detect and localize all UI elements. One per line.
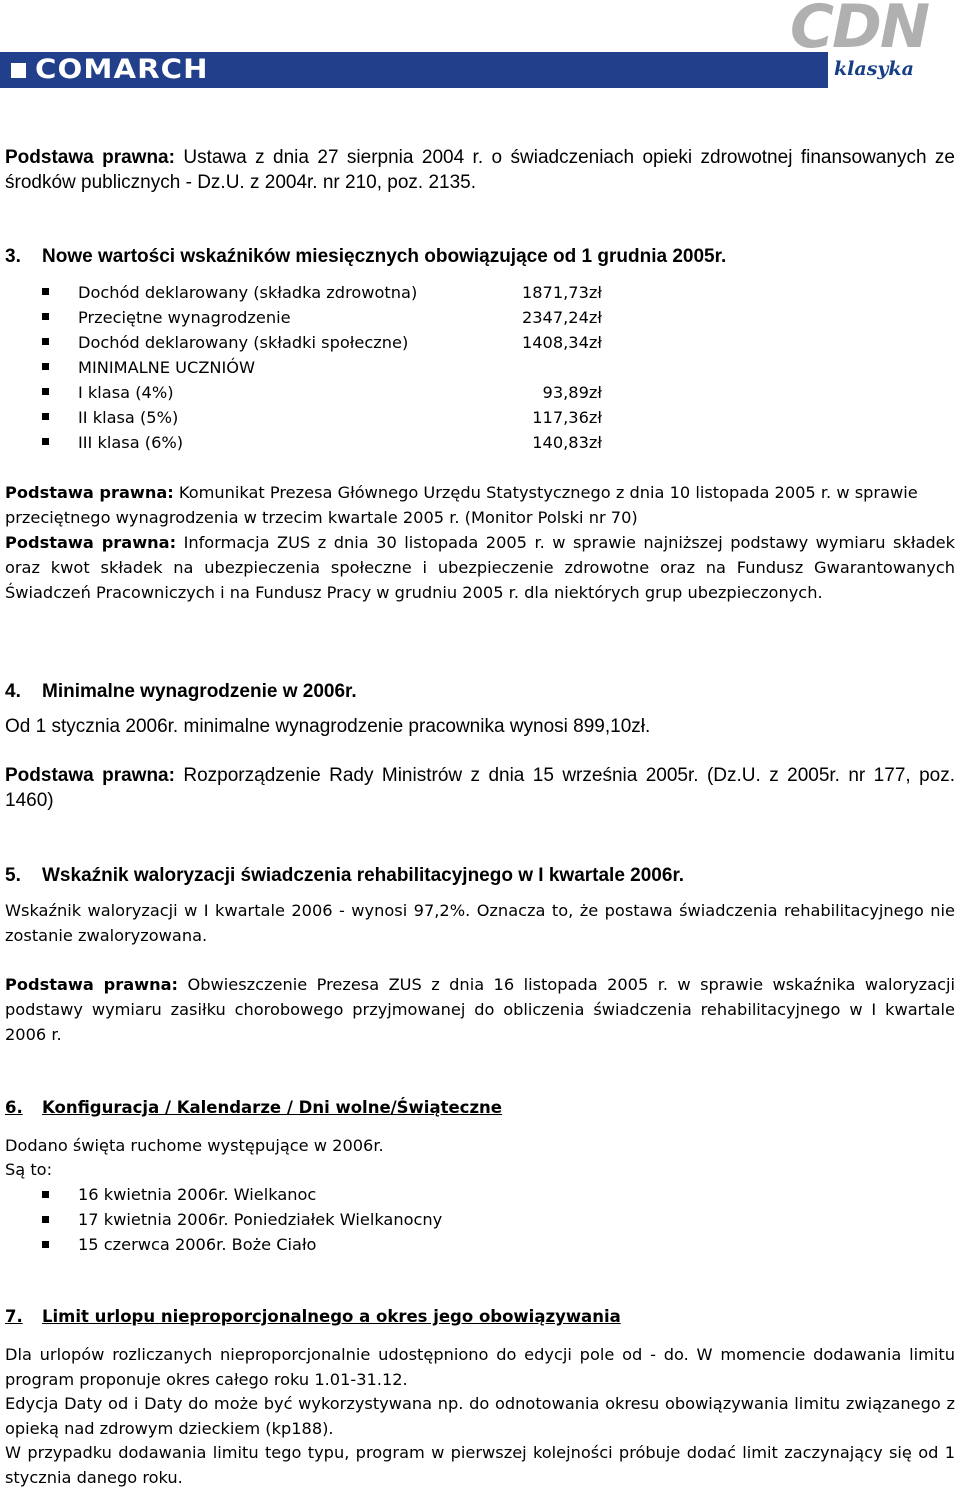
holiday-label: 16 kwietnia 2006r. Wielkanoc (78, 1185, 317, 1204)
item-value: 117,36zł (532, 408, 602, 427)
section7-paragraph1: Dla urlopów rozliczanych nieproporcjonalnie udostępniono do edycji pole od - do. W momencie dodawania limitu program proponuje okres całego roku 1.01-31.12. (5, 1345, 955, 1389)
holiday-label: 15 czerwca 2006r. Boże Ciało (78, 1235, 317, 1254)
intro-basis-text: Ustawa z dnia 27 sierpnia 2004 r. o świadczeniach opieki zdrowotnej finansowanych ze środków publicznych - Dz.U. z 2004r. nr 210, poz. 2135. (5, 147, 955, 193)
item-value: 140,83zł (532, 433, 602, 452)
bullet-icon (42, 288, 49, 295)
section4-title: Minimalne wynagrodzenie w 2006r. (42, 681, 357, 702)
section3-title: Nowe wartości wskaźników miesięcznych obowiązujące od 1 grudnia 2005r. (42, 246, 727, 267)
section4-basis (5, 763, 955, 813)
section6-number: 6. (5, 1098, 23, 1117)
section5-title: Wskaźnik waloryzacji świadczenia rehabilitacyjnego w I kwartale 2006r. (42, 865, 685, 886)
cdn-logo-text: CDN (790, 0, 929, 62)
section3-number: 3. (5, 246, 21, 267)
section7-paragraph3: W przypadku dodawania limitu tego typu, program w pierwszej kolejności próbuje dodać limit zaczynający się od 1 stycznia danego roku. (5, 1443, 955, 1487)
item-label: II klasa (5%) (78, 408, 179, 427)
basis-text: Obwieszczenie Prezesa ZUS z dnia 16 listopada 2005 r. w sprawie wskaźnika waloryzacji podstawy wymiaru zasiłku chorobowego przyjmowanej do obliczenia świadczenia rehabilitacyjnego w I kwartale 2006 r. (5, 975, 955, 1044)
item-value: 1408,34zł (521, 333, 602, 352)
section6-title: Konfiguracja / Kalendarze / Dni wolne/Świąteczne (42, 1098, 502, 1117)
holiday-label: 17 kwietnia 2006r. Poniedziałek Wielkanocny (78, 1210, 443, 1229)
section5-text: Wskaźnik waloryzacji w I kwartale 2006 - wynosi 97,2%. Oznacza to, że postawa świadczenia rehabilitacyjnego nie zostanie zwaloryzowana. (5, 901, 955, 945)
basis-label: Podstawa prawna: (5, 483, 174, 502)
basis-label: Podstawa prawna: (5, 975, 179, 994)
item-value: 2347,24zł (521, 308, 602, 327)
bullet-icon (42, 1191, 49, 1198)
bullet-icon (42, 1241, 49, 1248)
section6-line2: Są to: (5, 1160, 53, 1179)
intro-paragraph (5, 145, 955, 195)
basis-text: Rozporządzenie Rady Ministrów z dnia 15 września 2005r. (Dz.U. z 2005r. nr 177, poz. 1460) (5, 765, 955, 811)
cdn-logo-subtitle: klasyka (834, 58, 914, 80)
section5-basis (5, 972, 955, 1047)
cdn-logo (786, 0, 960, 88)
bullet-icon (42, 363, 49, 370)
bullet-icon (42, 388, 49, 395)
item-label: Dochód deklarowany (składki społeczne) (78, 333, 409, 352)
item-value: 1871,73zł (521, 283, 602, 302)
brand-square-icon (11, 63, 26, 78)
basis-text: Informacja ZUS z dnia 30 listopada 2005 r. w sprawie najniższej podstawy wymiaru składek oraz kwot składek na ubezpieczenia społeczne i ubezpieczenie zdrowotne oraz na Fundusz Gwarantowanych Świadczeń Pracowniczych i na Fundusz Pracy w grudniu 2005 r. dla niektórych grup ubezpieczonych. (5, 533, 955, 602)
section5-heading (5, 863, 955, 888)
section3-basis2 (5, 530, 955, 605)
item-label: Przeciętne wynagrodzenie (78, 308, 291, 327)
bullet-icon (42, 313, 49, 320)
intro-basis-label: Podstawa prawna: (5, 147, 175, 168)
bullet-icon (42, 1216, 49, 1223)
item-label: MINIMALNE UCZNIÓW (78, 358, 256, 377)
comarch-logo: COMARCH (35, 54, 209, 85)
section3-basis1 (5, 480, 955, 530)
item-label: III klasa (6%) (78, 433, 184, 452)
section4-number: 4. (5, 681, 21, 702)
section3-heading (5, 244, 955, 269)
section6-heading (5, 1098, 502, 1117)
section4-heading (5, 679, 955, 704)
section7-paragraph2: Edycja Daty od i Daty do może być wykorzystywana np. do odnotowania okresu obowiązywania limitu związanego z opieką nad zdrowym dzieckiem (kp188). (5, 1394, 955, 1438)
section4-text: Od 1 stycznia 2006r. minimalne wynagrodzenie pracownika wynosi 899,10zł. (5, 716, 651, 737)
item-value: 93,89zł (542, 383, 602, 402)
bullet-icon (42, 438, 49, 445)
section7-title: Limit urlopu nieproporcjonalnego a okres jego obowiązywania (42, 1307, 621, 1326)
section7-number: 7. (5, 1307, 23, 1326)
item-label: I klasa (4%) (78, 383, 174, 402)
bullet-icon (42, 413, 49, 420)
basis-label: Podstawa prawna: (5, 533, 177, 552)
basis-text: Komunikat Prezesa Głównego Urzędu Statystycznego z dnia 10 listopada 2005 r. w sprawie przeciętnego wynagrodzenia w trzecim kwartale 2005 r. (Monitor Polski nr 70) (5, 483, 918, 527)
item-label: Dochód deklarowany (składka zdrowotna) (78, 283, 418, 302)
section5-number: 5. (5, 865, 21, 886)
basis-label: Podstawa prawna: (5, 765, 175, 786)
bullet-icon (42, 338, 49, 345)
section7-heading (5, 1307, 621, 1326)
section6-line1: Dodano święta ruchome występujące w 2006r. (5, 1136, 384, 1155)
